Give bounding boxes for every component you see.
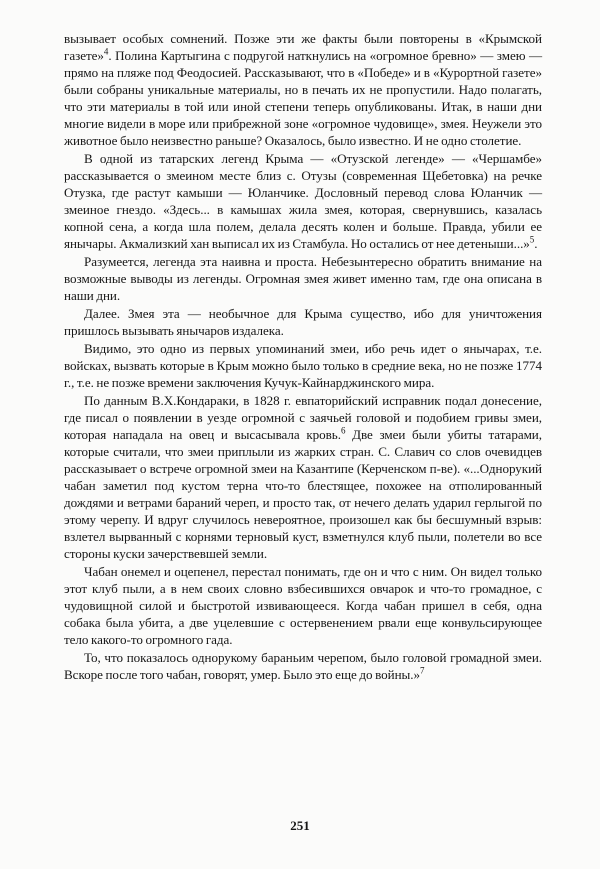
text-run: Разумеется, легенда эта наивна и проста. Небезынтересно обратить внимание на возможные выводы из легенды. Огромная змея живет именно там, где она описана в наши дни. xyxy=(64,254,542,303)
text-run: По данным В.Х.Кондараки, в 1828 г. евпаторийский исправник подал донесение, где писал о появлении в уезде огромной с заячьей головой и подобием гривы змеи, которая нападала на овец и высасывала кровь. xyxy=(64,393,542,442)
text-run: Чабан онемел и оцепенел, перестал понимать, где он и что с ним. Он видел только этот клуб пыли, а в нем своих словно взбесившихся овчарок и что-то громадное, с чудовищной силой и быстротой извивающееся. Когда чабан пришел в себя, одна собака была убита, а две уцелевшие с остервенением рвали еще конвульсирующее тело какого-то огромного гада. xyxy=(64,564,542,647)
footnote-ref: 7 xyxy=(420,665,425,676)
paragraph xyxy=(64,649,542,683)
text-run: вызывает особых сомнений. Позже эти же факты были повторены в «Крымской газете» xyxy=(64,31,542,63)
paragraph xyxy=(64,340,542,391)
paragraph xyxy=(64,30,542,149)
footnote-ref: 5 xyxy=(529,234,535,245)
text-run: Видимо, это одно из первых упоминаний змеи, ибо речь идет о янычарах, т.е. войсках, вызвать которые в Крым можно было только в средние века, но не позже 1774 г., т.е. не позже времени заключения Кучук-Кайнарджинского мира. xyxy=(64,341,542,390)
text-run: Далее. Змея эта — необычное для Крыма существо, ибо для уничтожения пришлось вызывать янычаров издалека. xyxy=(64,306,542,338)
text-run: Две змеи были убиты татарами, которые считали, что змеи приплыли из жарких стран. С. Славич со слов очевидцев рассказывает о встрече огромной змеи на Казантипе (Керченском п-ве). «...Однорукий чабан заметил под кустом терна что-то блестящее, похожее на отполированный дождями и ветрами бараний череп, и просто так, от нечего делать ударил герлыгой по этому черепу. И вдруг случилось невероятное, произошел как бы бесшумный взрыв: взлетел вырванный с корнями терновый куст, взметнулся клуб пыли, полетели во все стороны куски зачерствевшей земли. xyxy=(64,427,542,561)
text-run: . xyxy=(534,236,538,251)
footnote-ref: 4 xyxy=(103,46,109,57)
paragraph xyxy=(64,150,542,252)
body-text xyxy=(64,30,542,683)
paragraph xyxy=(64,392,542,562)
paragraph xyxy=(64,563,542,648)
page-number: 251 xyxy=(290,818,310,833)
text-run: В одной из татарских легенд Крыма — «Отузской легенде» — «Чершамбе» рассказывается о змеином месте близ с. Отузы (современная Щебетовка) на речке Отузка, где растут камыши — Юланчике. Дословный перевод слова Юланчик — змеиное гнездо. «Здесь... в камышах жила змея, которая, свернувшись, казалась копной сена, а когда шла полем, делала десять колен и больше. Правда, убили ее янычары. Акмализкий хан выписал их из Стамбула. Но остались от нее детеныши...» xyxy=(64,151,542,251)
paragraph xyxy=(64,305,542,339)
paragraph xyxy=(64,253,542,304)
text-run: То, что показалось однорукому бараньим черепом, было головой громадной змеи. Вскоре после того чабан, говорят, умер. Было это еще до войны.» xyxy=(64,650,542,682)
footnote-ref: 6 xyxy=(340,425,346,436)
text-run: . Полина Картыгина с подругой наткнулись на «огромное бревно» — змею — прямо на пляже под Феодосией. Рассказывают, что в «Победе» и в «Курортной газете» были собраны уникальные материалы, но в печать их не пропустили. Надо полагать, что эти материалы в той или иной степени теперь опубликованы. Итак, в наши дни многие видели в море или прибрежной зоне «огромное чудовище», змея. Неужели это животное было неизвестно раньше? Оказалось, было известно. И не одно столетие. xyxy=(64,48,542,148)
